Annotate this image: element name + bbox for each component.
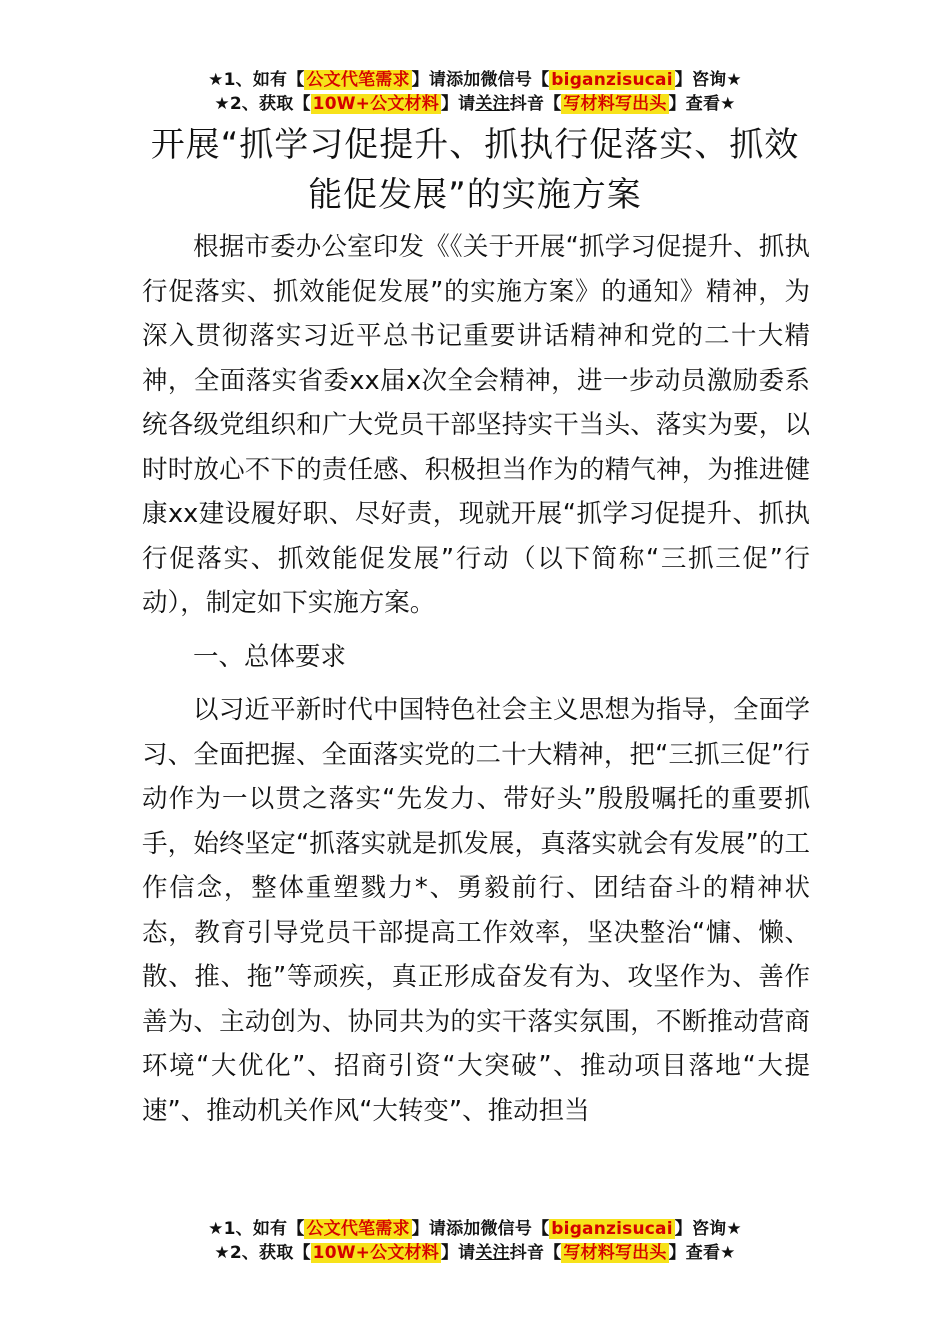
ad-emphasis: 添加 [446,1219,481,1239]
ad-text: 2、获取【 [229,94,311,114]
ad-text: 微信号【 [480,70,550,90]
ad-emphasis: 添加 [446,70,481,90]
title-line-1: 开展“抓学习促提升、抓执行促落实、抓效 [150,125,800,165]
ad-highlight: 写材料写出头 [563,94,667,114]
ad-banner-bottom [0,1217,950,1265]
ad-text: 2、获取【 [229,1243,311,1263]
document-title [140,120,810,220]
star-icon: ★ [214,1243,230,1263]
ad-text: 】查看 [668,1243,721,1263]
star-icon: ★ [208,1219,224,1239]
ad-highlight: 写材料写出头 [563,1243,667,1263]
ad-highlight: 公文代笔需求 [306,1219,410,1239]
ad-text: 抖音【 [509,1243,562,1263]
paragraph-intro: 根据市委办公室印发《《关于开展“抓学习促提升、抓执行促落实、抓效能促发展”的实施方案》的通知》精神，为深入贯彻落实习近平总书记重要讲话精神和党的二十大精神，全面落实省委xx届x次全会精神，进一步动员激励委系统各级党组织和广大党员干部坚持实干当头、落实为要，以时时放心不下的责任感、积极担当作为的精气神，为推进健康xx建设履好职、尽好责，现就开展“抓学习促提升、抓执行促落实、抓效能促发展”行动（以下简称“三抓三促”行动），制定如下实施方案。 [142,232,810,618]
ad-text: 抖音【 [509,94,562,114]
ad-text: 】请 [411,1219,447,1239]
ad-text: 1、如有【 [223,70,305,90]
document-body [142,225,810,1133]
star-icon: ★ [720,1243,736,1263]
ad-line-1 [0,1217,950,1241]
section-heading: 一、总体要求 [193,641,347,672]
star-icon: ★ [720,94,736,114]
ad-emphasis: 关注 [475,94,510,114]
ad-text: 】请 [440,1243,476,1263]
ad-line-2 [0,1241,950,1265]
star-icon: ★ [208,70,224,90]
star-icon: ★ [726,70,742,90]
ad-text: 】请 [411,70,447,90]
ad-text: 】请 [440,94,476,114]
title-line-2: 能促发展”的实施方案 [308,175,642,215]
ad-text: 】咨询 [674,1219,727,1239]
ad-text: 微信号【 [480,1219,550,1239]
ad-line-1 [0,68,950,92]
ad-highlight: 公文代笔需求 [306,70,410,90]
star-icon: ★ [726,1219,742,1239]
ad-highlight: biganzisucai [551,1219,673,1239]
paragraph-general-requirements: 以习近平新时代中国特色社会主义思想为指导，全面学习、全面把握、全面落实党的二十大精神，把“三抓三促”行动作为一以贯之落实“先发力、带好头”殷殷嘱托的重要抓手，始终坚定“抓落实就是抓发展，真落实就会有发展”的工作信念，整体重塑戮力*、勇毅前行、团结奋斗的精神状态，教育引导党员干部提高工作效率，坚决整治“慵、懒、散、推、拖”等顽疾，真正形成奋发有为、攻坚作为、善作善为、主动创为、协同共为的实干落实氛围，不断推动营商环境“大优化”、招商引资“大突破”、推动项目落地“大提速”、推动机关作风“大转变”、推动担当 [142,695,810,1126]
ad-text: 】咨询 [674,70,727,90]
ad-highlight: biganzisucai [551,70,673,90]
ad-text: 】查看 [668,94,721,114]
ad-banner-top [0,68,950,116]
ad-text: 1、如有【 [223,1219,305,1239]
ad-emphasis: 关注 [475,1243,510,1263]
ad-line-2 [0,92,950,116]
ad-highlight: 10W+公文材料 [312,94,439,114]
star-icon: ★ [214,94,230,114]
ad-highlight: 10W+公文材料 [312,1243,439,1263]
